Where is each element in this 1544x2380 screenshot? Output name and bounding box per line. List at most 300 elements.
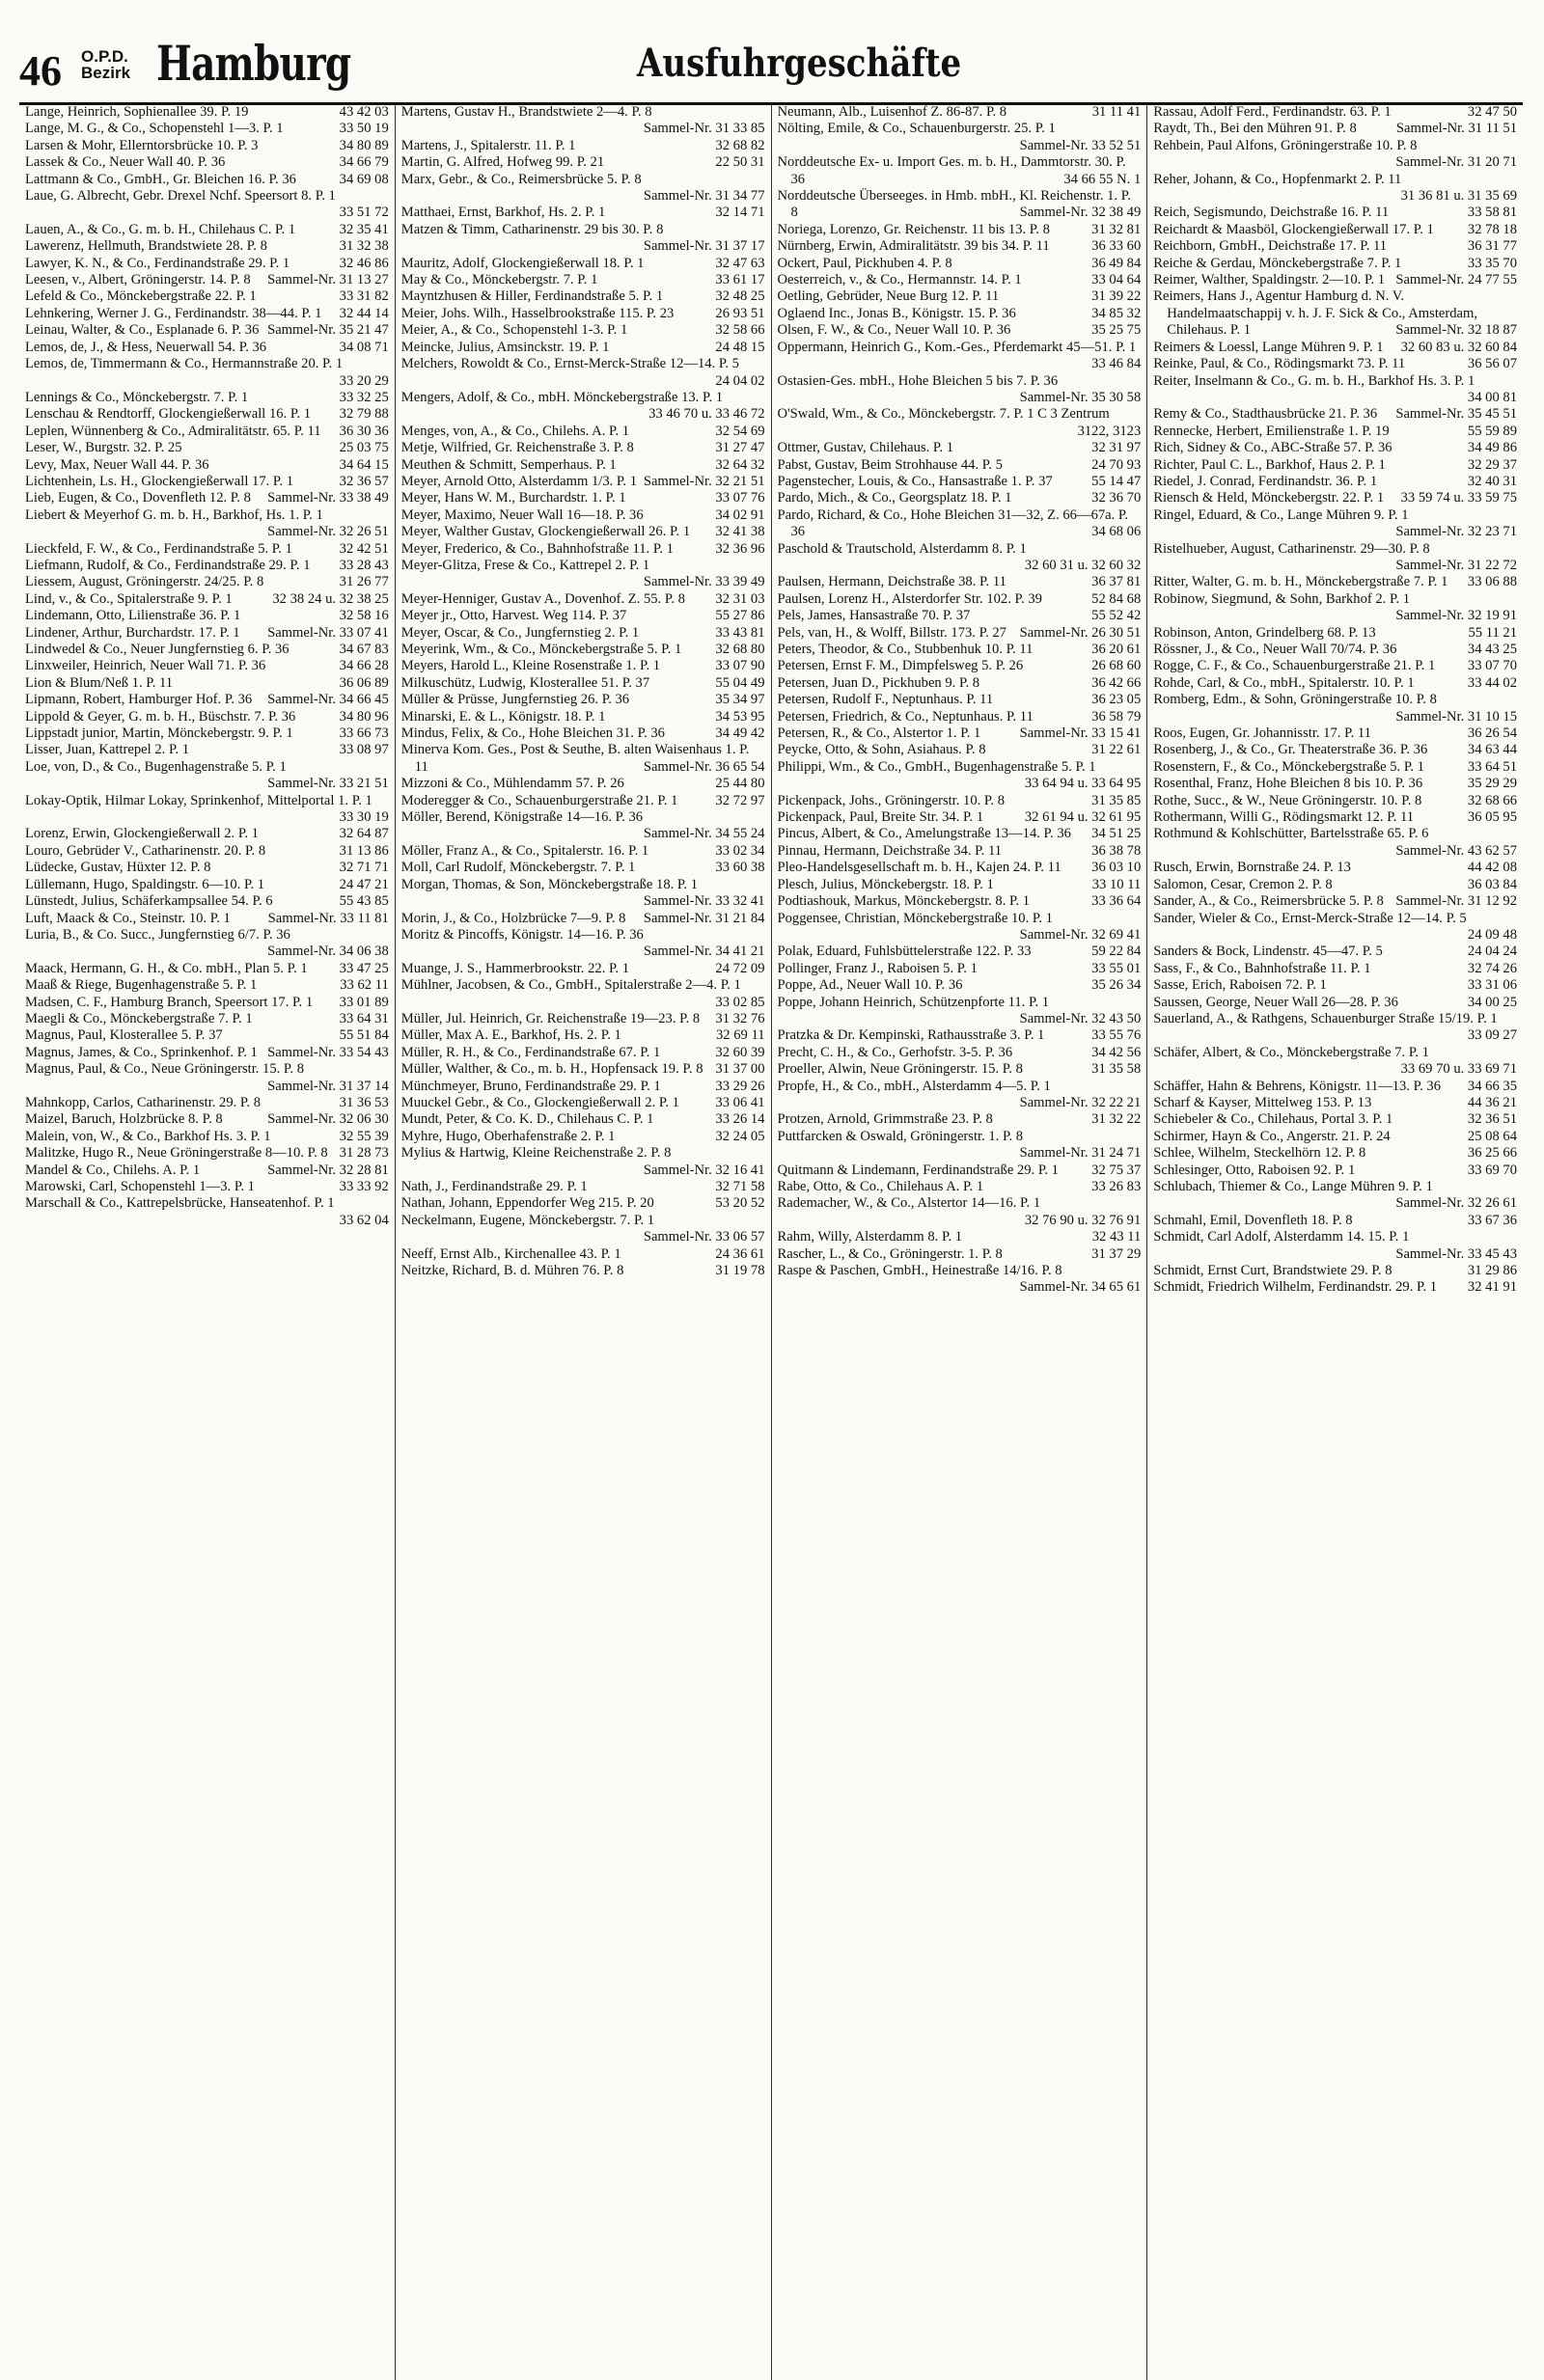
entry-text: Lindemann, Otto, Lilienstraße 36. P. 1 [25, 608, 241, 624]
entry-text: Lünstedt, Julius, Schäferkampsallee 54. P. 6 [25, 893, 273, 910]
entry-phone-number: 34 00 81 [1467, 389, 1517, 405]
entry-phone-number: Sammel-Nr. 33 52 51 [1019, 137, 1142, 153]
entry-phone-number: 31 32 22 [1091, 1111, 1142, 1128]
entry-phone-number: 36 38 78 [1091, 842, 1142, 859]
entry-text: Lüllemann, Hugo, Spaldingstr. 6—10. P. 1 [25, 876, 265, 892]
entry-text: Reinke, Paul, & Co., Rödingsmarkt 73. P. 11 [1153, 356, 1406, 372]
entry-text: Meyer, Oscar, & Co., Jungfernstieg 2. P. 1 [400, 624, 640, 641]
directory-entry [25, 1011, 389, 1027]
directory-entry [778, 121, 1142, 154]
directory-entry [25, 826, 389, 842]
entry-text: Rosenberg, J., & Co., Gr. Theaterstraße 36. P. 36 [1153, 742, 1428, 758]
entry-text: Rothermann, Willi G., Rödingsmarkt 12. P. 11 [1153, 809, 1415, 826]
directory-entry [1153, 995, 1517, 1011]
entry-phone-number: 44 42 08 [1467, 860, 1517, 876]
entry-text: Müller, Max A. E., Barkhof, Hs. 2. P. 1 [400, 1027, 621, 1044]
entry-text: Mengers, Adolf, & Co., mbH. Mönckebergstraße 13. P. 1 [400, 389, 724, 405]
directory-entry [1153, 1229, 1517, 1263]
entry-phone-number: 33 07 76 [715, 490, 765, 506]
entry-phone-number: 32 74 26 [1467, 960, 1517, 976]
entry-text: Saussen, George, Neuer Wall 26—28. P. 36 [1153, 994, 1398, 1010]
directory-entry [778, 658, 1142, 674]
entry-text: Leplen, Wünnenberg & Co., Admiralitätstr. 65. P. 11 [25, 423, 321, 439]
directory-entry [1153, 1045, 1517, 1079]
entry-text: Lassek & Co., Neuer Wall 40. P. 36 [25, 154, 226, 171]
directory-entry [25, 625, 389, 642]
entry-text: Reichardt & Maasböl, Glockengießerwall 17. P. 1 [1153, 221, 1434, 237]
entry-phone-number: 34 49 42 [715, 725, 765, 742]
directory-entry [401, 625, 765, 642]
entry-phone-number: Sammel-Nr. 31 11 51 [1395, 121, 1517, 137]
directory-entry [778, 457, 1142, 474]
entry-phone-number: 32 31 03 [715, 590, 765, 607]
directory-entry [401, 927, 765, 961]
entry-text: Pickenpack, Johs., Gröningerstr. 10. P. 8 [777, 792, 1006, 808]
entry-phone-number: 22 50 31 [715, 154, 765, 171]
entry-phone-number: Sammel-Nr. 32 18 87 [1395, 322, 1517, 339]
entry-text: Schlesinger, Otto, Raboisen 92. P. 1 [1153, 1162, 1356, 1178]
entry-text: Remy & Co., Stadthausbrücke 21. P. 36 [1153, 406, 1378, 423]
entry-phone-number: 55 11 21 [1468, 624, 1517, 641]
entry-phone-number: 31 27 47 [715, 440, 765, 456]
entry-phone-number: 32 38 24 u. 32 38 25 [272, 590, 389, 607]
directory-entry [778, 692, 1142, 708]
entry-phone-number: 25 44 80 [715, 776, 765, 792]
directory-entry [25, 1179, 389, 1195]
entry-phone-number: 33 50 19 [339, 121, 389, 137]
directory-entry [1153, 138, 1517, 172]
entry-text: Schmidt, Ernst Curt, Brandstwiete 29. P. 8 [1153, 1263, 1392, 1279]
directory-entry [778, 1163, 1142, 1179]
directory-entry [778, 843, 1142, 860]
directory-entry [25, 1095, 389, 1111]
entry-text: Pagenstecher, Louis, & Co., Hansastraße 1. P. 37 [777, 473, 1053, 489]
entry-phone-number: 31 37 00 [715, 1061, 765, 1078]
directory-entry [1153, 474, 1517, 490]
directory-entry [1153, 1079, 1517, 1095]
entry-phone-number: 36 49 84 [1091, 255, 1142, 271]
entry-phone-number: Sammel-Nr. 33 07 41 [267, 624, 389, 641]
entry-phone-number: 36 42 66 [1091, 674, 1142, 691]
entry-text: Lindwedel & Co., Neuer Jungfernstieg 6. P. 36 [25, 642, 290, 657]
directory-entry [1153, 222, 1517, 238]
entry-phone-number: 32 36 96 [715, 540, 765, 557]
directory-entry [778, 742, 1142, 758]
entry-phone-number: 35 29 29 [1467, 776, 1517, 792]
entry-phone-number: 33 59 74 u. 33 59 75 [1400, 490, 1517, 506]
entry-phone-number: 31 39 22 [1091, 288, 1142, 305]
entry-phone-number: 24 72 09 [715, 960, 765, 976]
entry-phone-number: 33 02 85 [715, 994, 765, 1010]
directory-entry [401, 524, 765, 540]
directory-entry [401, 474, 765, 490]
entry-phone-number: 33 64 51 [1467, 758, 1517, 775]
entry-phone-number: 34 08 71 [339, 339, 389, 355]
entry-text: Oetling, Gebrüder, Neue Burg 12. P. 11 [777, 288, 1000, 305]
entry-phone-number: 32 46 86 [339, 255, 389, 271]
entry-text: Meuthen & Schmitt, Semperhaus. P. 1 [400, 456, 617, 473]
directory-entry [401, 222, 765, 256]
entry-text: Rassau, Adolf Ferd., Ferdinandstr. 63. P. 1 [1153, 104, 1392, 120]
directory-entry [25, 911, 389, 927]
directory-entry [25, 340, 389, 356]
directory-entry [25, 1129, 389, 1145]
entry-phone-number: 32 64 32 [715, 456, 765, 473]
entry-phone-number: 55 52 42 [1091, 608, 1142, 624]
directory-entry [778, 826, 1142, 842]
entry-text: Larsen & Mohr, Ellerntorsbrücke 10. P. 3 [25, 137, 259, 153]
directory-entry [25, 1061, 389, 1095]
directory-entry [401, 1195, 765, 1212]
entry-text: Lindener, Arthur, Burchardstr. 17. P. 1 [25, 624, 240, 641]
entry-phone-number: 44 36 21 [1467, 1094, 1517, 1110]
entry-text: Loe, von, D., & Co., Bugenhagenstraße 5. P. 1 [25, 758, 287, 775]
directory-entry [401, 709, 765, 725]
directory-entry [401, 658, 765, 674]
entry-text: Lawyer, K. N., & Co., Ferdinandstraße 29. P. 1 [25, 255, 290, 271]
entry-text: Podtiashouk, Markus, Mönckebergstr. 8. P. 1 [777, 893, 1031, 910]
entry-text: Nathan, Johann, Eppendorfer Weg 215. P. 20 [400, 1195, 654, 1212]
directory-entry [1153, 256, 1517, 272]
directory-entry [778, 1027, 1142, 1044]
entry-phone-number: 34 00 25 [1467, 994, 1517, 1010]
directory-entry [778, 1111, 1142, 1128]
entry-phone-number: 34 66 35 [1467, 1078, 1517, 1094]
directory-entry [1153, 1095, 1517, 1111]
entry-phone-number: Sammel-Nr. 32 22 21 [1019, 1094, 1142, 1110]
entry-phone-number: 32 60 83 u. 32 60 84 [1400, 339, 1517, 355]
directory-entry [401, 507, 765, 524]
directory-entry [1153, 406, 1517, 423]
entry-phone-number: Sammel-Nr. 24 77 55 [1395, 272, 1517, 288]
entry-text: Leinau, Walter, & Co., Esplanade 6. P. 36 [25, 322, 260, 339]
entry-phone-number: 36 23 05 [1091, 692, 1142, 708]
column-2 [395, 104, 771, 2380]
entry-text: Propfe, H., & Co., mbH., Alsterdamm 4—5. P. 1 [777, 1078, 1051, 1094]
entry-text: Menges, von, A., & Co., Chilehs. A. P. 1 [400, 423, 630, 439]
entry-phone-number: 32 41 38 [715, 524, 765, 540]
entry-phone-number: 34 64 15 [339, 456, 389, 473]
entry-text: Schmidt, Friedrich Wilhelm, Ferdinandstr. 29. P. 1 [1153, 1279, 1438, 1296]
entry-phone-number: 32 44 14 [339, 305, 389, 321]
directory-entry [401, 440, 765, 456]
entry-text: Moll, Carl Rudolf, Mönckebergstr. 7. P. 1 [400, 860, 636, 876]
directory-entry [778, 1179, 1142, 1195]
directory-entry [25, 541, 389, 558]
directory-entry [1153, 507, 1517, 541]
entry-text: Mayntzhusen & Hiller, Ferdinandstraße 5. P. 1 [400, 288, 664, 305]
entry-text: Milkuschütz, Ludwig, Klosterallee 51. P. 37 [400, 674, 650, 691]
entry-text: Lokay-Optik, Hilmar Lokay, Sprinkenhof, Mittelportal 1. P. 1 [25, 792, 372, 808]
entry-text: Meyers, Harold L., Kleine Rosenstraße 1. P. 1 [400, 658, 661, 674]
entry-phone-number: 32 36 51 [1467, 1111, 1517, 1128]
directory-entry [401, 692, 765, 708]
directory-entry [25, 172, 389, 188]
directory-entry [401, 608, 765, 624]
entry-text: Norddeutsche Überseeges. in Hmb. mbH., Kl. Reichenstr. 1. P. 8 [777, 188, 1131, 221]
entry-text: Schäffer, Hahn & Behrens, Königstr. 11—13. P. 36 [1153, 1078, 1441, 1094]
entry-text: Rabe, Otto, & Co., Chilehaus A. P. 1 [777, 1179, 984, 1194]
entry-phone-number: 33 64 31 [339, 1010, 389, 1026]
entry-text: Müller, Jul. Heinrich, Gr. Reichenstraße 19—23. P. 8 [400, 1010, 701, 1026]
entry-text: Poggensee, Christian, Mönckebergstraße 10. P. 1 [777, 910, 1053, 926]
entry-phone-number: 34 67 83 [339, 642, 389, 657]
entry-text: Ringel, Eduard, & Co., Lange Mühren 9. P. 1 [1153, 506, 1409, 523]
entry-text: Paulsen, Hermann, Deichstraße 38. P. 11 [777, 574, 1006, 590]
entry-text: Pincus, Albert, & Co., Amelungstraße 13—14. P. 36 [777, 826, 1071, 842]
entry-phone-number: 34 66 28 [339, 658, 389, 674]
directory-entry [778, 490, 1142, 506]
entry-text: Sander, Wieler & Co., Ernst-Merck-Straße 12—14. P. 5 [1153, 910, 1467, 926]
directory-entry [778, 1129, 1142, 1163]
entry-phone-number: Sammel-Nr. 32 69 41 [1019, 926, 1142, 943]
entry-phone-number: 32 31 97 [1091, 440, 1142, 456]
directory-entry [1153, 759, 1517, 776]
entry-text: Rössner, J., & Co., Neuer Wall 70/74. P. 36 [1153, 642, 1397, 657]
directory-entry [778, 541, 1142, 575]
entry-phone-number: Sammel-Nr. 31 24 71 [1019, 1145, 1142, 1162]
directory-entry [401, 1213, 765, 1246]
entry-phone-number: 32 36 70 [1091, 490, 1142, 506]
entry-phone-number: 55 43 85 [339, 893, 389, 910]
entry-text: Metje, Wilfried, Gr. Reichenstraße 3. P. 8 [400, 440, 634, 456]
entry-phone-number: 55 51 84 [339, 1027, 389, 1044]
district-label [81, 48, 130, 81]
page-header [19, 14, 1523, 102]
column-4 [1146, 104, 1523, 2380]
entry-text: Linxweiler, Heinrich, Neuer Wall 71. P. 36 [25, 658, 266, 674]
entry-text: Polak, Eduard, Fuhlsbüttelerstraße 122. P. 33 [777, 944, 1032, 960]
directory-entry [401, 138, 765, 154]
directory-entry [1153, 692, 1517, 725]
directory-entry [778, 1079, 1142, 1112]
directory-entry [1153, 541, 1517, 575]
entry-phone-number: Sammel-Nr. 32 28 81 [267, 1162, 389, 1178]
entry-phone-number: 32 48 25 [715, 288, 765, 305]
entry-phone-number: Sammel-Nr. 31 10 15 [1395, 708, 1517, 725]
directory-entry [25, 474, 389, 490]
directory-entry [25, 977, 389, 994]
entry-text: Müller, Walther, & Co., m. b. H., Hopfensack 19. P. 8 [400, 1061, 703, 1078]
directory-entry [401, 306, 765, 322]
entry-phone-number: 31 32 38 [339, 238, 389, 255]
entry-phone-number: 36 26 54 [1467, 725, 1517, 742]
directory-entry [401, 877, 765, 911]
entry-text: Reimers & Loessl, Lange Mühren 9. P. 1 [1153, 339, 1384, 355]
directory-entry [1153, 1145, 1517, 1162]
entry-phone-number: 32 35 41 [339, 221, 389, 237]
directory-entry [778, 759, 1142, 793]
directory-entry [1153, 172, 1517, 205]
entry-text: Leser, W., Burgstr. 32. P. 25 [25, 440, 182, 456]
directory-entry [401, 1145, 765, 1179]
entry-phone-number: 33 26 83 [1091, 1179, 1142, 1194]
entry-phone-number: 26 68 60 [1091, 658, 1142, 674]
directory-entry [778, 642, 1142, 658]
entry-text: Protzen, Arnold, Grimmstraße 23. P. 8 [777, 1111, 993, 1128]
entry-phone-number: 33 67 36 [1467, 1212, 1517, 1228]
entry-phone-number: 36 33 60 [1091, 238, 1142, 255]
entry-text: Malitzke, Hugo R., Neue Gröningerstraße 8—10. P. 8 [25, 1145, 328, 1162]
entry-phone-number: 32 71 71 [339, 860, 389, 876]
directory-entry [1153, 373, 1517, 407]
entry-text: Petersen, Rudolf F., Neptunhaus. P. 11 [777, 692, 994, 708]
entry-text: Morgan, Thomas, & Son, Mönckebergstraße 18. P. 1 [400, 876, 699, 892]
entry-phone-number: 33 61 17 [715, 272, 765, 288]
entry-phone-number: 33 33 92 [339, 1179, 389, 1194]
directory-entry [778, 608, 1142, 624]
directory-entry [401, 490, 765, 506]
directory-entry [778, 256, 1142, 272]
entry-phone-number: 32 72 97 [715, 792, 765, 808]
entry-text: Neckelmann, Eugene, Mönckebergstr. 7. P. 1 [400, 1212, 655, 1228]
directory-entry [1153, 961, 1517, 977]
entry-text: Minarski, E. & L., Königstr. 18. P. 1 [400, 708, 606, 725]
entry-text: Riensch & Held, Mönckebergstr. 22. P. 1 [1153, 490, 1385, 506]
directory-entry [1153, 860, 1517, 876]
entry-text: Morin, J., & Co., Holzbrücke 7—9. P. 8 [400, 910, 626, 926]
entry-phone-number: 35 34 97 [715, 692, 765, 708]
entry-phone-number: Sammel-Nr. 35 21 47 [267, 322, 389, 339]
directory-entry [25, 104, 389, 121]
entry-phone-number: Sammel-Nr. 26 30 51 [1019, 624, 1142, 641]
entry-text: Quitmann & Lindemann, Ferdinandstraße 29. P. 1 [777, 1162, 1059, 1178]
directory-entry [1153, 1263, 1517, 1279]
entry-text: Ritter, Walter, G. m. b. H., Mönckebergstraße 7. P. 1 [1153, 574, 1448, 590]
directory-entry [778, 893, 1142, 910]
entry-phone-number: Sammel-Nr. 33 06 57 [643, 1229, 765, 1245]
directory-entry [25, 440, 389, 456]
entry-text: Neitzke, Richard, B. d. Mühren 76. P. 8 [400, 1263, 624, 1279]
directory-entry [1153, 1279, 1517, 1296]
entry-text: Richter, Paul C. L., Barkhof, Haus 2. P. 1 [1153, 456, 1386, 473]
directory-entry [1153, 625, 1517, 642]
entry-text: Maack, Hermann, G. H., & Co. mbH., Plan 5. P. 1 [25, 960, 308, 976]
entry-phone-number: 32 78 18 [1467, 221, 1517, 237]
entry-text: Petersen, R., & Co., Alstertor 1. P. 1 [777, 725, 981, 742]
directory-entry [778, 154, 1142, 188]
entry-text: Meyer, Arnold Otto, Alsterdamm 1/3. P. 1 [400, 473, 638, 489]
entry-phone-number: Sammel-Nr. 33 38 49 [267, 490, 389, 506]
entry-text: Rahm, Willy, Alsterdamm 8. P. 1 [777, 1229, 963, 1245]
entry-text: Pickenpack, Paul, Breite Str. 34. P. 1 [777, 809, 984, 826]
entry-phone-number: 33 04 64 [1091, 272, 1142, 288]
entry-text: Lorenz, Erwin, Glockengießerwall 2. P. 1 [25, 826, 259, 842]
directory-entry [401, 104, 765, 138]
entry-phone-number: 33 35 70 [1467, 255, 1517, 271]
directory-entry [25, 591, 389, 608]
directory-entry [778, 961, 1142, 977]
directory-entry [25, 927, 389, 961]
entry-text: Sasse, Erich, Raboisen 72. P. 1 [1153, 977, 1327, 994]
directory-entry [401, 1246, 765, 1263]
directory-entry [1153, 121, 1517, 137]
column-3 [771, 104, 1147, 2380]
entry-text: Oglaend Inc., Jonas B., Königstr. 15. P. 36 [777, 305, 1016, 321]
entry-text: Lauen, A., & Co., G. m. b. H., Chilehaus C. P. 1 [25, 221, 296, 237]
page-number: 46 [19, 47, 62, 95]
directory-entry [25, 222, 389, 238]
entry-text: Pardo, Mich., & Co., Georgsplatz 18. P. 1 [777, 490, 1012, 506]
entry-text: Scharf & Kayser, Mittelweg 153. P. 13 [1153, 1094, 1372, 1110]
entry-text: Matthaei, Ernst, Barkhof, Hs. 2. P. 1 [400, 205, 606, 221]
entry-phone-number: 25 03 75 [339, 440, 389, 456]
directory-entry [401, 288, 765, 305]
entry-text: Lemos, de, Timmermann & Co., Hermannstraße 20. P. 1 [25, 356, 344, 372]
directory-entry [25, 574, 389, 590]
directory-entry [778, 306, 1142, 322]
entry-phone-number: 32 75 37 [1091, 1162, 1142, 1178]
entry-phone-number: 34 63 44 [1467, 742, 1517, 758]
entry-phone-number: 32 42 51 [339, 540, 389, 557]
entry-phone-number: 33 31 82 [339, 288, 389, 305]
entry-text: Norddeutsche Ex- u. Import Ges. m. b. H., Dammtorstr. 30. P. 36 [777, 154, 1126, 187]
directory-entry [25, 1195, 389, 1229]
directory-entry [1153, 104, 1517, 121]
entry-phone-number: 31 32 81 [1091, 221, 1142, 237]
entry-text: Matzen & Timm, Catharinenstr. 29 bis 30. P. 8 [400, 221, 664, 237]
entry-phone-number: 55 14 47 [1091, 473, 1142, 489]
entry-text: Meincke, Julius, Amsinckstr. 19. P. 1 [400, 339, 610, 355]
entry-text: Moderegger & Co., Schauenburgerstraße 21. P. 1 [400, 792, 678, 808]
entry-phone-number: Sammel-Nr. 31 12 92 [1395, 893, 1517, 910]
entry-phone-number: 34 68 06 [1091, 524, 1142, 540]
entry-text: Magnus, Paul, Klosterallee 5. P. 37 [25, 1027, 223, 1044]
entry-phone-number: 33 51 72 [339, 205, 389, 221]
entry-text: Peters, Theodor, & Co., Stubbenhuk 10. P. 11 [777, 642, 1034, 657]
entry-phone-number: Sammel-Nr. 33 45 43 [1395, 1245, 1517, 1262]
entry-text: Neumann, Alb., Luisenhof Z. 86-87. P. 8 [777, 104, 1007, 120]
entry-text: Maegli & Co., Mönckebergstraße 7. P. 1 [25, 1010, 253, 1026]
directory-entry [25, 272, 389, 288]
entry-phone-number: 32 68 80 [715, 642, 765, 657]
entry-text: Nath, J., Ferdinandstraße 29. P. 1 [400, 1179, 588, 1194]
entry-phone-number: 31 28 73 [339, 1145, 389, 1162]
directory-entry [1153, 675, 1517, 692]
entry-text: Meier, A., & Co., Schopenstehl 1-3. P. 1 [400, 322, 628, 339]
entry-text: Poppe, Johann Heinrich, Schützenpforte 11. P. 1 [777, 994, 1050, 1010]
entry-phone-number: 33 09 27 [1467, 1027, 1517, 1044]
entry-text: Schirmer, Hayn & Co., Angerstr. 21. P. 24 [1153, 1128, 1391, 1144]
entry-text: Lüdecke, Gustav, Hüxter 12. P. 8 [25, 860, 211, 876]
entry-text: Lattmann & Co., GmbH., Gr. Bleichen 16. P. 36 [25, 171, 296, 187]
entry-text: Mindus, Felix, & Co., Hohe Bleichen 31. P. 36 [400, 725, 665, 742]
entry-phone-number: 33 20 29 [339, 372, 389, 389]
entry-text: Riedel, J. Conrad, Ferdinandstr. 36. P. 1 [1153, 473, 1378, 489]
directory-entry [401, 911, 765, 927]
entry-text: Meyer, Maximo, Neuer Wall 16—18. P. 36 [400, 506, 644, 523]
entry-text: Magnus, Paul, & Co., Neue Gröningerstr. 15. P. 8 [25, 1061, 305, 1078]
directory-entry [401, 1129, 765, 1145]
directory-entry [25, 306, 389, 322]
directory-entry [1153, 977, 1517, 994]
entry-text: Rosenstern, F., & Co., Mönckebergstraße 5. P. 1 [1153, 758, 1424, 775]
entry-phone-number: 32 54 69 [715, 423, 765, 439]
directory-entry [25, 675, 389, 692]
entry-text: Rusch, Erwin, Bornstraße 24. P. 13 [1153, 860, 1351, 876]
directory-entry [401, 591, 765, 608]
directory-entry [401, 256, 765, 272]
directory-entry [25, 490, 389, 506]
directory-entry [778, 591, 1142, 608]
entry-phone-number: 32 68 66 [1467, 792, 1517, 808]
entry-phone-number: 32 64 87 [339, 826, 389, 842]
entry-text: Lippold & Geyer, G. m. b. H., Büschstr. 7. P. 36 [25, 708, 296, 725]
entry-text: Lieckfeld, F. W., & Co., Ferdinandstraße 5. P. 1 [25, 540, 292, 557]
entry-text: Precht, C. H., & Co., Gerhofstr. 3-5. P. 36 [777, 1044, 1013, 1060]
entry-phone-number: 33 36 64 [1091, 893, 1142, 910]
entry-text: Minerva Kom. Ges., Post & Seuthe, B. alten Waisenhaus 1. P. 11 [400, 742, 750, 775]
